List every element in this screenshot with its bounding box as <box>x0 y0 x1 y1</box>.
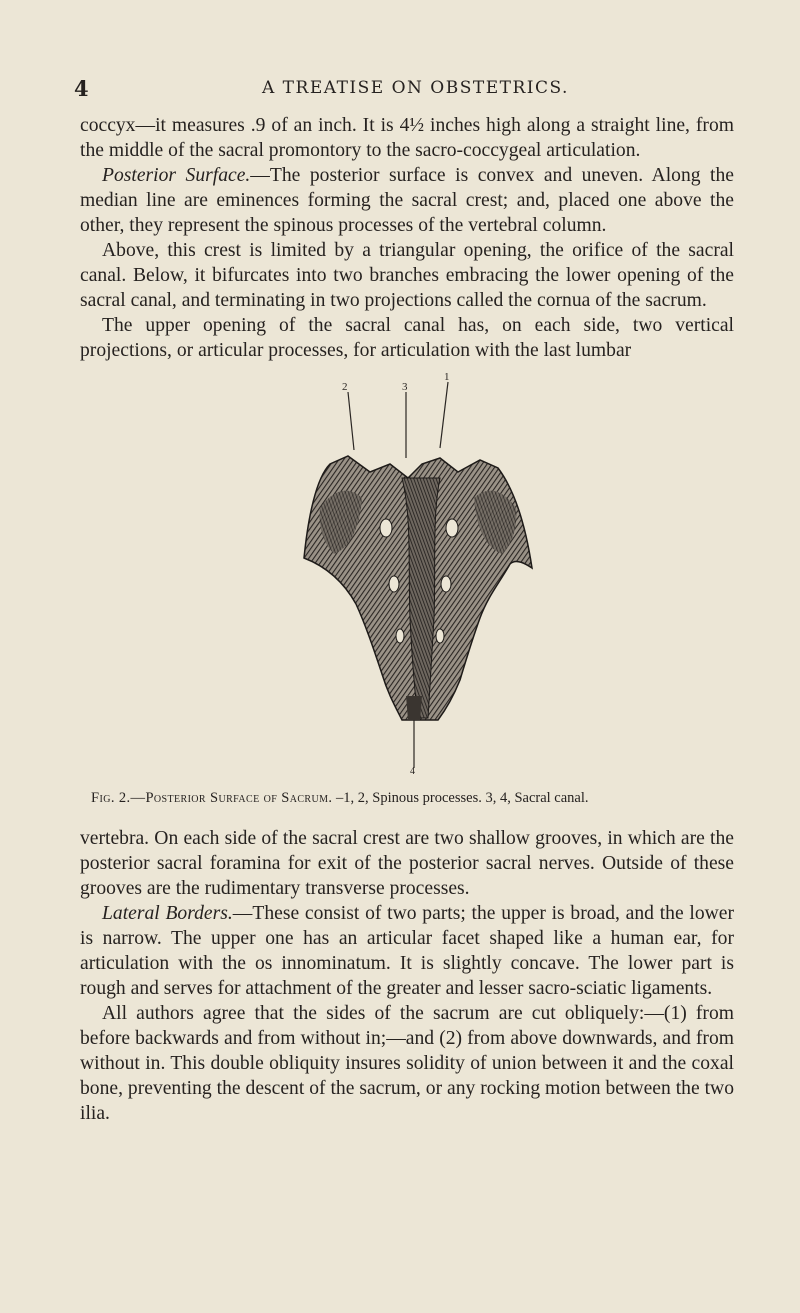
paragraph-lateral-borders <box>80 901 734 1001</box>
posterior-surface-body: —The posterior surface is convex and uneven. Along the median line are eminences forming the sacral crest; and, placed one above the other, they represent the spinous processes of the vertebral column. <box>80 165 734 236</box>
paragraph-obliquity: All authors agree that the sides of the sacrum are cut obliquely:—(1) from before backwards and from without in;—and (2) from above downwards, and from without in. This double obliquity insures solidity of union between it and the coxal bone, preventing the descent of the sacrum, or any rocking motion between the two ilia. <box>80 1003 734 1124</box>
caption-label: Fig. 2.—Posterior Surface of Sacrum. <box>91 790 333 806</box>
foramen <box>446 519 458 537</box>
running-header: A TREATISE ON OBSTETRICS. <box>262 78 569 98</box>
caption-text: –1, 2, Spinous processes. 3, 4, Sacral canal. <box>336 790 589 806</box>
foramen <box>441 576 451 592</box>
label-2-leader <box>348 392 354 450</box>
figure-label-2: 2 <box>342 381 348 393</box>
paragraph-vertebra: vertebra. On each side of the sacral crest are two shallow grooves, in which are the posterior sacral foramina for exit of the posterior sacral nerves. Outside of these grooves are the rudimentary transverse processes. <box>80 828 734 899</box>
lateral-borders-heading: Lateral Borders. <box>102 903 233 924</box>
posterior-surface-heading: Posterior Surface. <box>102 165 251 186</box>
paragraph-upper-opening: The upper opening of the sacral canal has, on each side, two vertical projections, or articular processes, for articulation with the last lumbar <box>80 315 734 361</box>
figure-label-1: 1 <box>444 371 450 383</box>
label-1-leader <box>440 382 448 448</box>
bottom-text-block <box>80 826 734 1126</box>
top-text-block <box>80 113 734 363</box>
foramen <box>436 629 444 643</box>
figure-label-4: 4 <box>410 766 415 776</box>
paragraph-coccyx: coccyx—it measures .9 of an inch. It is 4½ inches high along a straight line, from the middle of the sacral promontory to the sacro-coccygeal articulation. <box>80 115 734 161</box>
figure-label-3: 3 <box>402 381 408 393</box>
foramen <box>389 576 399 592</box>
paragraph-crest: Above, this crest is limited by a triangular opening, the orifice of the sacral canal. Below, it bifurcates into two branches embracing the lower opening of the sacral canal, and terminating in two projections called the cornua of the sacrum. <box>80 240 734 311</box>
lateral-borders-body: —These consist of two parts; the upper is broad, and the lower is narrow. The upper one has an articular facet shaped like a human ear, for articulation with the os innominatum. It is slightly concave. The lower part is rough and serves for attachment of the greater and lesser sacro-sciatic ligaments. <box>80 903 735 999</box>
foramen <box>380 519 392 537</box>
page-number: 4 <box>74 76 89 101</box>
figure-caption <box>91 790 751 807</box>
figure-sacrum <box>290 368 560 776</box>
foramen <box>396 629 404 643</box>
sacrum-illustration <box>290 368 560 776</box>
lower-canal-opening <box>406 696 422 720</box>
paragraph-posterior-surface <box>80 163 734 238</box>
